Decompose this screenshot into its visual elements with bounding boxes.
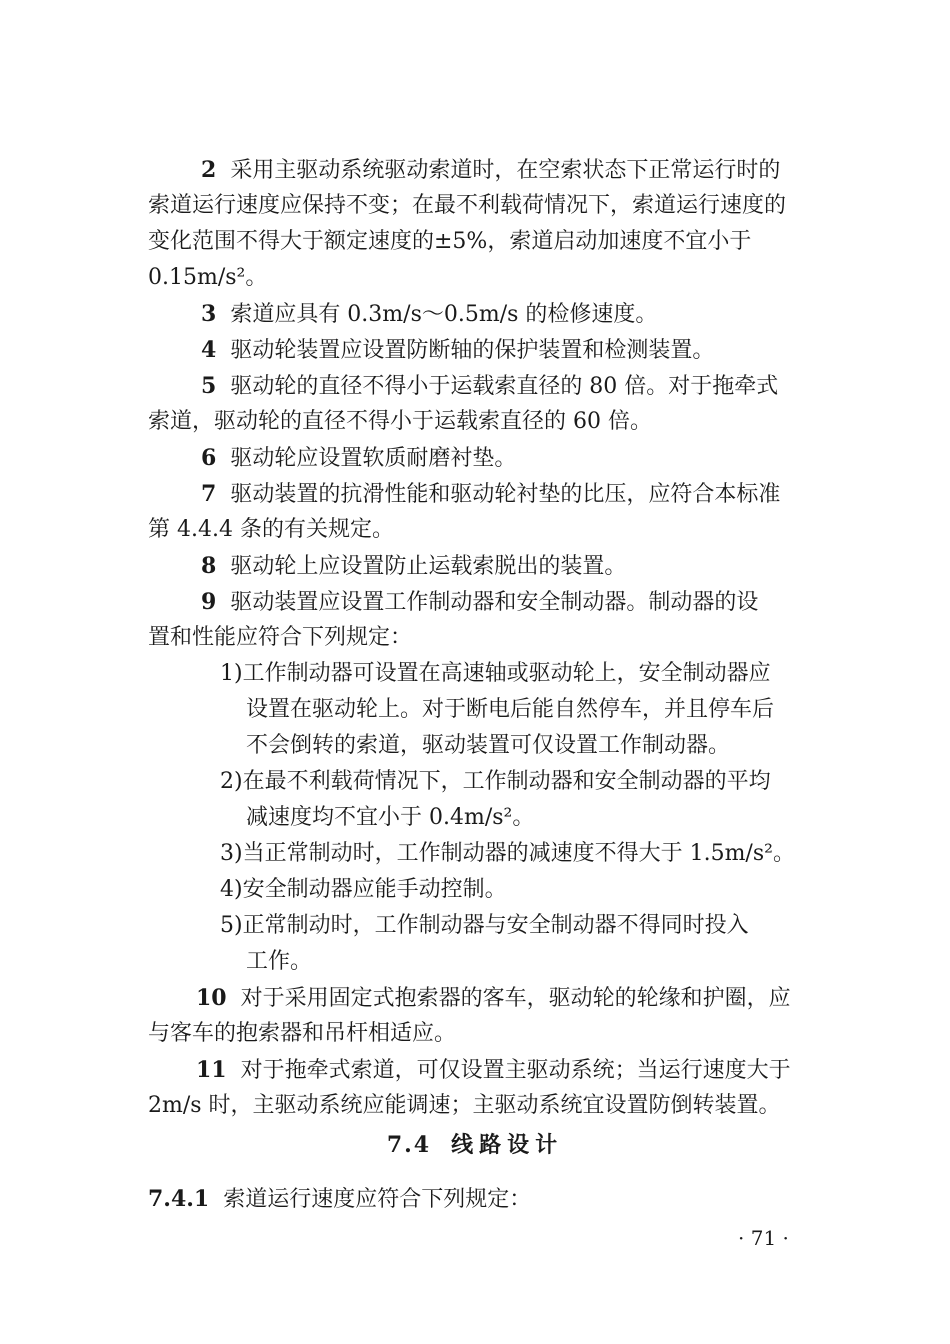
paragraph-line: 2m/s 时，主驱动系统应能调速；主驱动系统宜设置防倒转装置。 (148, 1093, 781, 1118)
clause-number: 7.4.1 (148, 1186, 210, 1212)
paragraph-line: 2 采用主驱动系统驱动索道时，在空索状态下正常运行时的 (201, 157, 781, 183)
item-number: 7 (201, 481, 217, 507)
paragraph-line: 索道，驱动轮的直径不得小于运载索直径的 60 倍。 (148, 409, 652, 434)
paragraph-line: 11 对于拖牵式索道，可仅设置主驱动系统；当运行速度大于 (196, 1057, 791, 1083)
item-number: 10 (196, 985, 227, 1011)
paragraph-line: 索道运行速度应保持不变；在最不利载荷情况下，索道运行速度的 (148, 193, 787, 218)
list-item-line: 工作。 (246, 949, 313, 974)
list-item-line: 1)工作制动器可设置在高速轴或驱动轮上，安全制动器应 (220, 661, 771, 686)
page-number: · 71 · (738, 1226, 789, 1250)
list-item-line: 4)安全制动器应能手动控制。 (220, 877, 507, 902)
list-item-line: 3)当正常制动时，工作制动器的减速度不得大于 1.5m/s²。 (220, 841, 795, 866)
paragraph-line: 0.15m/s²。 (148, 265, 268, 290)
clause-text: 索道运行速度应符合下列规定： (223, 1187, 532, 1212)
item-number: 2 (201, 157, 217, 183)
section-heading (0, 1128, 950, 1162)
paragraph-line: 8 驱动轮上应设置防止运载索脱出的装置。 (201, 553, 627, 579)
list-item-line: 不会倒转的索道，驱动装置可仅设置工作制动器。 (246, 733, 731, 758)
paragraph-line: 10 对于采用固定式抱索器的客车，驱动轮的轮缘和护圈，应 (196, 985, 791, 1011)
list-item-line: 5)正常制动时，工作制动器与安全制动器不得同时投入 (220, 913, 749, 938)
paragraph-line: 9 驱动装置应设置工作制动器和安全制动器。制动器的设 (201, 589, 759, 615)
clause-line (148, 1182, 531, 1217)
item-number: 11 (196, 1057, 227, 1083)
list-item-number: 3) (220, 841, 243, 866)
paragraph-line: 7 驱动装置的抗滑性能和驱动轮衬垫的比压，应符合本标准 (201, 481, 781, 507)
section-number: 7.4 (386, 1132, 432, 1158)
paragraph-line: 第 4.4.4 条的有关规定。 (148, 517, 394, 542)
item-number: 3 (201, 301, 217, 327)
item-number: 8 (201, 553, 217, 579)
paragraph-line: 与客车的抱索器和吊杆相适应。 (148, 1021, 457, 1046)
paragraph-line: 4 驱动轮装置应设置防断轴的保护装置和检测装置。 (201, 337, 715, 363)
paragraph-line: 置和性能应符合下列规定： (148, 625, 413, 650)
section-title: 线路设计 (451, 1132, 564, 1158)
item-number: 9 (201, 589, 217, 615)
list-item-number: 5) (220, 913, 243, 938)
paragraph-line: 6 驱动轮应设置软质耐磨衬垫。 (201, 445, 517, 471)
list-item-line: 设置在驱动轮上。对于断电后能自然停车，并且停车后 (246, 697, 775, 722)
item-number: 6 (201, 445, 217, 471)
list-item-line: 减速度均不宜小于 0.4m/s²。 (246, 805, 535, 830)
list-item-line: 2)在最不利载荷情况下，工作制动器和安全制动器的平均 (220, 769, 771, 794)
list-item-number: 4) (220, 877, 243, 902)
item-number: 4 (201, 337, 217, 363)
list-item-number: 1) (220, 661, 243, 686)
item-number: 5 (201, 373, 217, 399)
paragraph-line: 3 索道应具有 0.3m/s～0.5m/s 的检修速度。 (201, 301, 658, 327)
paragraph-line: 5 驱动轮的直径不得小于运载索直径的 80 倍。对于拖牵式 (201, 373, 779, 399)
paragraph-line: 变化范围不得大于额定速度的±5%，索道启动加速度不宜小于 (148, 229, 752, 254)
list-item-number: 2) (220, 769, 243, 794)
